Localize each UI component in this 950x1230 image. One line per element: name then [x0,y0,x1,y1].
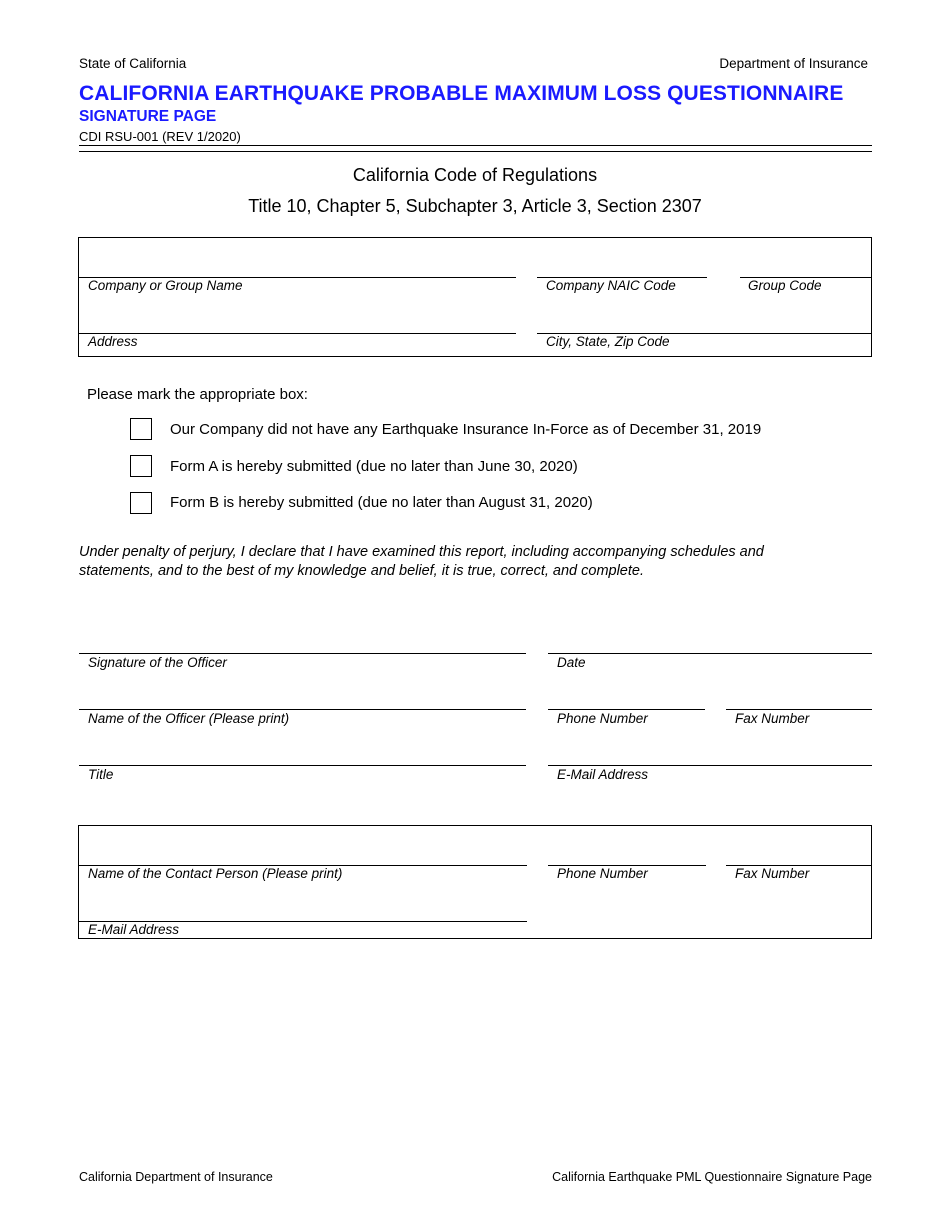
contact-name-label: Name of the Contact Person (Please print) [88,866,343,881]
options-prompt: Please mark the appropriate box: [87,386,308,403]
regulation-line-1: California Code of Regulations [352,165,598,185]
date-label: Date [557,655,586,670]
contact-info-box [78,825,872,939]
company-name-label: Company or Group Name [88,278,243,293]
officer-title-field[interactable] [79,765,526,766]
page-subtitle: SIGNATURE PAGE [79,108,217,125]
group-code-label: Group Code [748,278,822,293]
officer-title-label: Title [88,767,114,782]
header-divider-bottom [79,151,872,152]
page-title: CALIFORNIA EARTHQUAKE PROBABLE MAXIMUM LOSS QUESTIONNAIRE [79,82,844,105]
form-b-checkbox[interactable] [130,492,152,514]
officer-name-label: Name of the Officer (Please print) [88,711,290,726]
no-earthquake-insurance-label: Our Company did not have any Earthquake Insurance In-Force as of December 31, 2019 [170,421,762,438]
footer-left: California Department of Insurance [79,1170,273,1184]
address-label: Address [88,334,138,349]
officer-phone-field[interactable] [548,709,705,710]
date-field[interactable] [548,653,872,654]
officer-email-label: E-Mail Address [557,767,649,782]
contact-phone-label: Phone Number [557,866,648,881]
header-divider-top [79,145,872,146]
no-earthquake-insurance-checkbox[interactable] [130,418,152,440]
form-b-label: Form B is hereby submitted (due no later than August 31, 2020) [170,494,593,511]
contact-fax-label: Fax Number [735,866,810,881]
footer-right: California Earthquake PML Questionnaire Signature Page [552,1170,872,1184]
city-state-zip-label: City, State, Zip Code [546,334,670,349]
officer-email-field[interactable] [548,765,872,766]
naic-code-label: Company NAIC Code [546,278,676,293]
officer-signature-field[interactable] [79,653,526,654]
company-info-box [78,237,872,357]
state-label: State of California [79,56,187,71]
officer-phone-label: Phone Number [557,711,648,726]
address-field[interactable] [79,333,516,334]
regulation-line-2: Title 10, Chapter 5, Subchapter 3, Article 3, Section 2307 [248,196,702,216]
officer-name-field[interactable] [79,709,526,710]
form-number: CDI RSU-001 (REV 1/2020) [79,129,241,144]
perjury-declaration: Under penalty of perjury, I declare that I have examined this report, including accompanying schedules and statements, and to the best of my knowledge and belief, it is true, correct, and complete. [79,544,764,579]
contact-email-label: E-Mail Address [88,922,180,937]
form-a-label: Form A is hereby submitted (due no later than June 30, 2020) [170,458,578,475]
officer-signature-label: Signature of the Officer [88,655,227,670]
officer-fax-label: Fax Number [735,711,810,726]
officer-fax-field[interactable] [726,709,872,710]
department-label: Department of Insurance [719,56,868,71]
form-a-checkbox[interactable] [130,455,152,477]
